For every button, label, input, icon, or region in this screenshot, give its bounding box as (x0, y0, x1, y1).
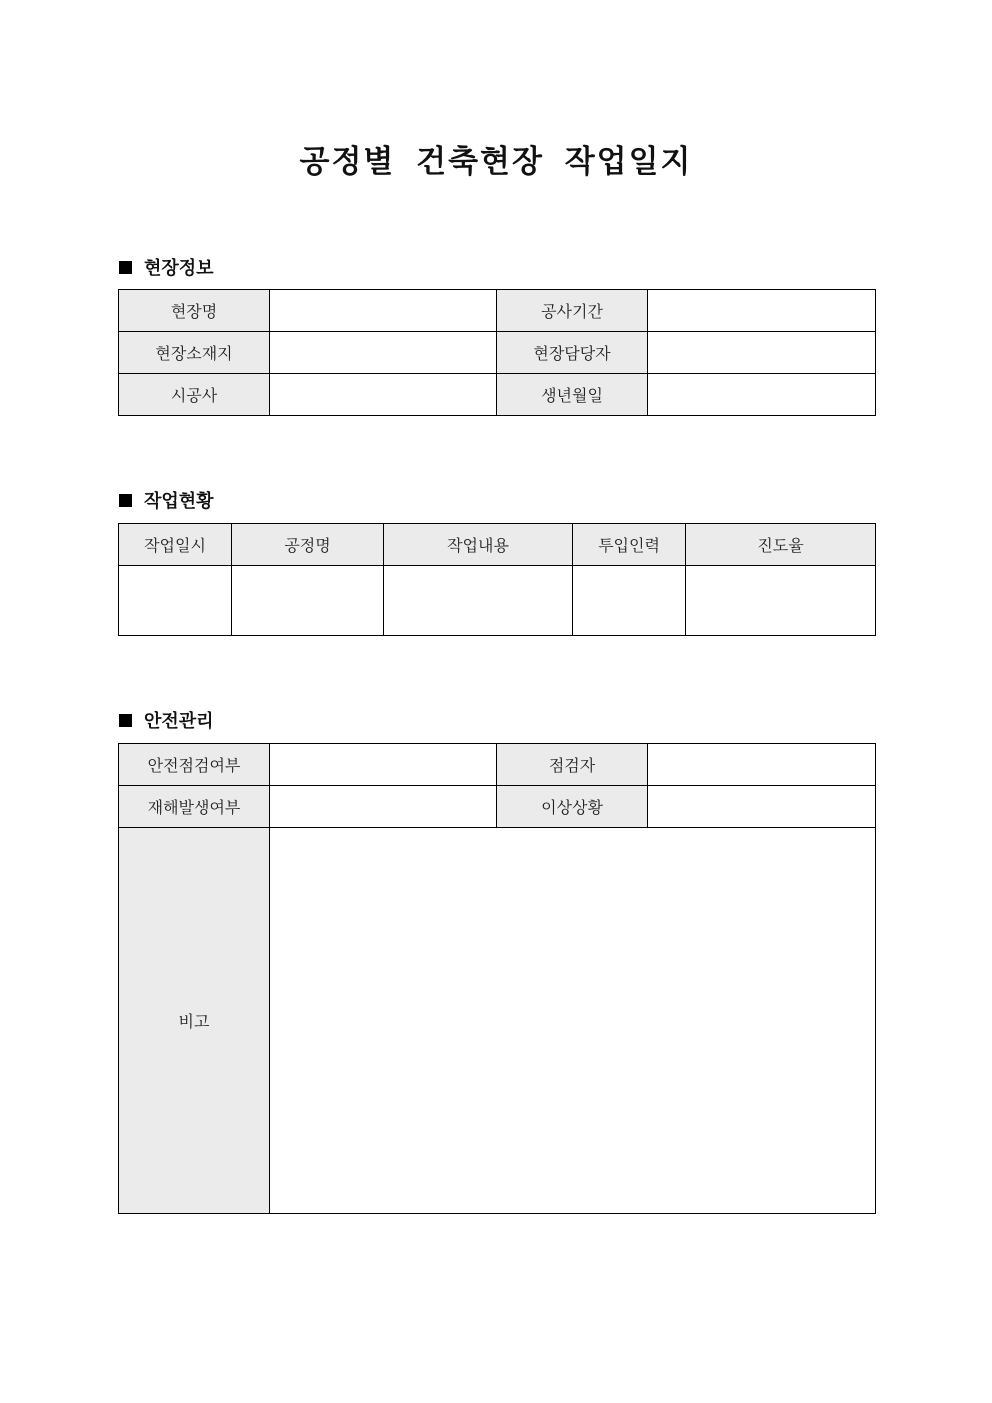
site-info-table (118, 289, 876, 416)
work-content-field[interactable] (384, 566, 573, 636)
remarks-field[interactable] (270, 828, 876, 1214)
table-row (119, 332, 876, 374)
accident-occurrence-field[interactable] (270, 786, 497, 828)
table-header-row (119, 524, 876, 566)
safety-table (118, 743, 876, 1214)
work-datetime-field[interactable] (119, 566, 232, 636)
label-safety-inspection: 안전점검여부 (119, 744, 270, 786)
section-heading-safety (119, 707, 214, 733)
label-construction-period: 공사기간 (497, 290, 648, 332)
table-row (119, 566, 876, 636)
site-manager-field[interactable] (648, 332, 876, 374)
section-heading-work-status (119, 487, 214, 513)
section-heading-site-info (119, 254, 214, 280)
work-status-table (118, 523, 876, 636)
label-inspector: 점검자 (497, 744, 648, 786)
column-header-work-content: 작업내용 (384, 524, 573, 566)
manpower-field[interactable] (573, 566, 686, 636)
contractor-field[interactable] (270, 374, 497, 416)
column-header-work-datetime: 작업일시 (119, 524, 232, 566)
column-header-progress-rate: 진도율 (686, 524, 876, 566)
birth-date-field[interactable] (648, 374, 876, 416)
square-bullet-icon (119, 494, 132, 507)
section-heading-label: 작업현황 (144, 491, 214, 512)
process-name-field[interactable] (232, 566, 384, 636)
table-row (119, 290, 876, 332)
site-name-field[interactable] (270, 290, 497, 332)
abnormal-situation-field[interactable] (648, 786, 876, 828)
square-bullet-icon (119, 261, 132, 274)
table-row (119, 786, 876, 828)
label-site-location: 현장소재지 (119, 332, 270, 374)
site-location-field[interactable] (270, 332, 497, 374)
label-birth-date: 생년월일 (497, 374, 648, 416)
section-heading-label: 현장정보 (144, 258, 214, 279)
table-row (119, 374, 876, 416)
label-contractor: 시공사 (119, 374, 270, 416)
section-heading-label: 안전관리 (144, 711, 214, 732)
table-row (119, 744, 876, 786)
progress-rate-field[interactable] (686, 566, 876, 636)
label-abnormal-situation: 이상상황 (497, 786, 648, 828)
square-bullet-icon (119, 714, 132, 727)
label-site-manager: 현장담당자 (497, 332, 648, 374)
inspector-field[interactable] (648, 744, 876, 786)
safety-inspection-field[interactable] (270, 744, 497, 786)
page-title: 공정별 건축현장 작업일지 (299, 144, 693, 180)
label-site-name: 현장명 (119, 290, 270, 332)
column-header-process-name: 공정명 (232, 524, 384, 566)
column-header-manpower: 투입인력 (573, 524, 686, 566)
label-remarks: 비고 (119, 828, 270, 1214)
label-accident-occurrence: 재해발생여부 (119, 786, 270, 828)
table-row (119, 828, 876, 1214)
construction-period-field[interactable] (648, 290, 876, 332)
